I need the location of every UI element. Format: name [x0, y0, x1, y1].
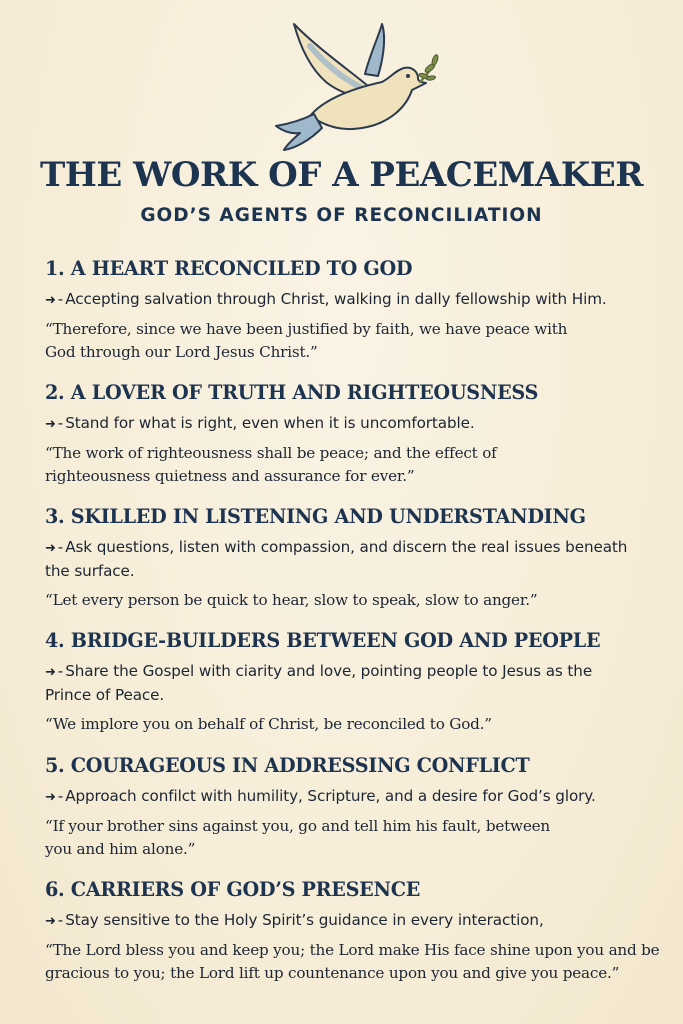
section-heading: 6. CARRIERS OF GOD’S PRESENCE	[45, 878, 421, 901]
dash-glyph: -	[57, 290, 64, 308]
scripture-quote: “The Lord bless you and keep you; the Lord make His face shine upon you and be gracious to you; the Lord lift up countenance upon you and give you peace.”	[45, 941, 660, 982]
section-point	[45, 660, 635, 707]
dove-with-olive-branch-icon	[270, 16, 440, 156]
section-heading: 2. A LOVER OF TRUTH AND RIGHTEOUSNESS	[45, 381, 539, 404]
section-point	[45, 536, 635, 583]
scripture-quote: “We implore you on behalf of Christ, be reconciled to God.”	[45, 715, 492, 733]
section-courageous	[45, 753, 675, 861]
scripture-quote: “The work of righteousness shall be peace; and the effect of righteousness quietness and assurance for ever.”	[45, 444, 497, 485]
section-skilled-in-listening	[45, 504, 675, 612]
arrow-icon: ➜	[45, 541, 56, 556]
section-lover-of-truth	[45, 380, 675, 488]
section-bridge-builders	[45, 628, 675, 736]
section-point	[45, 785, 675, 809]
point-text: Share the Gospel with ciarity and love, pointing people to Jesus as the Prince of Peace.	[45, 662, 593, 704]
arrow-icon: ➜	[45, 914, 56, 929]
point-text: Stay sensitive to the Holy Spirit’s guidance in every interaction,	[65, 911, 544, 929]
dash-glyph: -	[57, 911, 64, 929]
dash-glyph: -	[57, 414, 64, 432]
dash-glyph: -	[57, 787, 64, 805]
section-heart-reconciled	[45, 256, 675, 364]
arrow-icon: ➜	[45, 417, 56, 432]
point-text: Approach confilct with humility, Scripture, and a desire for God’s glory.	[65, 787, 596, 805]
section-carriers-of-presence	[45, 877, 675, 985]
arrow-icon: ➜	[45, 790, 56, 805]
section-point	[45, 909, 675, 933]
point-text: Ask questions, listen with compassion, and discern the real issues beneath the surface.	[45, 538, 628, 580]
dash-glyph: -	[57, 538, 64, 556]
page-title: THE WORK OF A PEACEMAKER	[39, 155, 643, 195]
arrow-icon: ➜	[45, 665, 56, 680]
section-heading: 3. SKILLED IN LISTENING AND UNDERSTANDING	[45, 505, 586, 528]
section-point	[45, 288, 675, 312]
scripture-quote: “Therefore, since we have been justified by faith, we have peace with God through our Lord Jesus Christ.”	[45, 320, 568, 361]
section-heading: 5. COURAGEOUS IN ADDRESSING CONFLICT	[45, 754, 530, 777]
point-text: Accepting salvation through Christ, walking in dally fellowship with Him.	[65, 290, 607, 308]
dash-glyph: -	[57, 662, 64, 680]
scripture-quote: “Let every person be quick to hear, slow to speak, slow to anger.”	[45, 591, 538, 609]
page-subtitle: GOD’S AGENTS OF RECONCILIATION	[140, 205, 543, 226]
scripture-quote: “If your brother sins against you, go and tell him his fault, between you and him alone.”	[45, 817, 550, 858]
section-point	[45, 412, 675, 436]
arrow-icon: ➜	[45, 293, 56, 308]
section-heading: 1. A HEART RECONCILED TO GOD	[45, 257, 413, 280]
point-text: Stand for what is right, even when it is uncomfortable.	[65, 414, 475, 432]
section-heading: 4. BRIDGE-BUILDERS BETWEEN GOD AND PEOPLE	[45, 629, 601, 652]
